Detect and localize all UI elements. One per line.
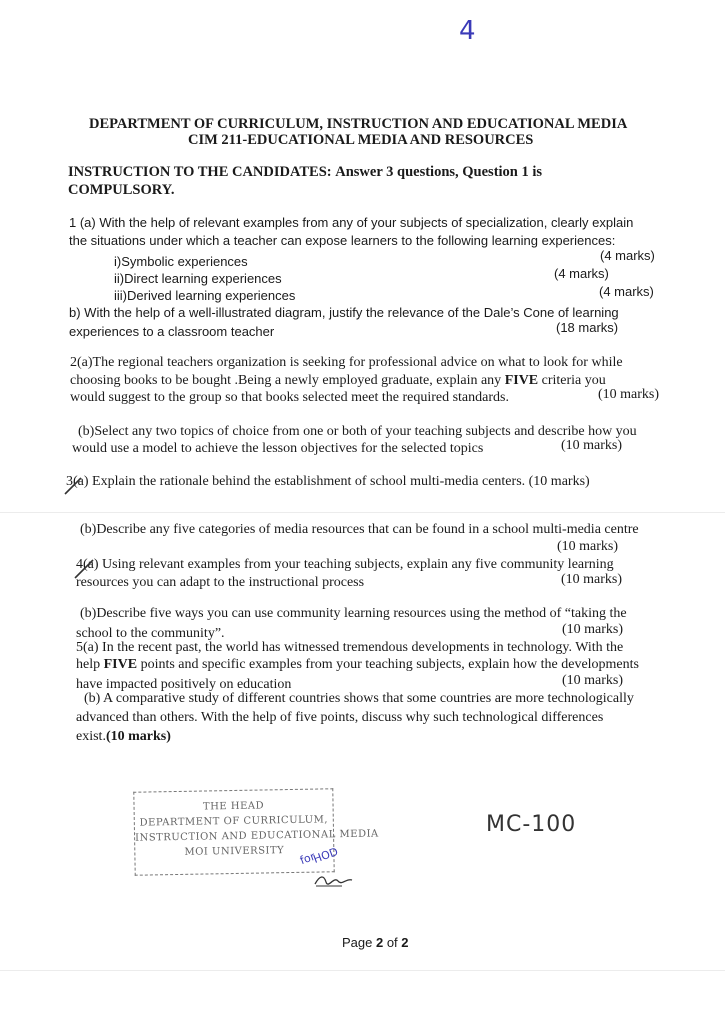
q4-b-line2: school to the community”. bbox=[76, 626, 225, 641]
tick-mark-q3 bbox=[62, 476, 84, 496]
page-footer bbox=[342, 935, 409, 950]
q2-a-line2-post: criteria you bbox=[538, 373, 606, 388]
q4-b-line1: (b)Describe five ways you can use community learning resources using the method of “taking the bbox=[80, 606, 627, 621]
q5-a-line2-bold: FIVE bbox=[103, 657, 138, 672]
q1-b-line2: experiences to a classroom teacher bbox=[69, 324, 275, 339]
q2-b-marks: (10 marks) bbox=[561, 438, 623, 453]
course-title: CIM 211-EDUCATIONAL MEDIA AND RESOURCES bbox=[188, 132, 534, 148]
q1-b-marks: (18 marks) bbox=[556, 320, 619, 335]
footer-prefix: Page bbox=[342, 935, 376, 950]
q5-a-line2 bbox=[76, 657, 639, 673]
footer-current-page: 2 bbox=[375, 935, 384, 950]
handwritten-note: MC-100 bbox=[486, 812, 577, 837]
q2-a-marks: (10 marks) bbox=[598, 387, 660, 402]
q4-b-marks: (10 marks) bbox=[562, 622, 624, 637]
stamp-line-university: MOI UNIVERSITY bbox=[184, 845, 285, 858]
q1-item-iii: iii)Derived learning experiences bbox=[114, 288, 296, 303]
q5-a-line2-post: points and specific examples from your teaching subjects, explain how the developments bbox=[137, 657, 639, 672]
q5-b-line2: advanced than others. With the help of five points, discuss why such technological differences bbox=[76, 710, 604, 725]
q1-item-ii-marks: (4 marks) bbox=[554, 266, 609, 281]
q4-a-marks: (10 marks) bbox=[561, 572, 623, 587]
footer-middle: of bbox=[383, 935, 402, 950]
q3-a: 3(a) Explain the rationale behind the establishment of school multi-media centers. (10 marks) bbox=[66, 474, 590, 489]
instructions-line bbox=[68, 164, 542, 181]
q5-a-line2-pre: help bbox=[76, 657, 104, 672]
q2-b-line1: (b)Select any two topics of choice from one or both of your teaching subjects and describe how you bbox=[78, 424, 637, 439]
q5-a-marks: (10 marks) bbox=[562, 673, 624, 688]
handwritten-stamp-note-for: for bbox=[298, 849, 317, 868]
q1-item-ii: ii)Direct learning experiences bbox=[114, 271, 282, 286]
instructions-compulsory: COMPULSORY. bbox=[68, 182, 175, 198]
q2-a-line3: would suggest to the group so that books selected meet the required standards. bbox=[70, 390, 509, 405]
q1-a-line2: the situations under which a teacher can expose learners to the following learning experiences: bbox=[69, 233, 616, 248]
instructions-text: Answer 3 questions, Question 1 is bbox=[335, 164, 543, 180]
q5-b-line3 bbox=[76, 729, 171, 745]
q5-a-line1: 5(a) In the recent past, the world has witnessed tremendous developments in technology. With the bbox=[76, 640, 624, 655]
handwritten-page-number: 4 bbox=[459, 16, 476, 46]
instructions-label: INSTRUCTION TO THE CANDIDATES: bbox=[68, 164, 332, 180]
q5-a-line3: have impacted positively on education bbox=[76, 677, 292, 692]
q1-item-i-marks: (4 marks) bbox=[600, 248, 655, 263]
department-title: DEPARTMENT OF CURRICULUM, INSTRUCTION AND EDUCATIONAL MEDIA bbox=[89, 116, 628, 132]
q2-a-line2-bold: FIVE bbox=[504, 373, 539, 388]
q1-item-i: i)Symbolic experiences bbox=[114, 254, 248, 269]
handwritten-stamp-note-hod: HOD bbox=[311, 845, 340, 866]
scan-divider bbox=[0, 512, 725, 513]
q1-a-line1: 1 (a) With the help of relevant examples from any of your subjects of specialization, clearly explain bbox=[69, 215, 634, 230]
q5-b-line1: (b) A comparative study of different countries shows that some countries are more technologically bbox=[84, 691, 634, 706]
q3-b: (b)Describe any five categories of media resources that can be found in a school multi-media centre bbox=[80, 522, 639, 537]
q4-a-line1: 4(a) Using relevant examples from your teaching subjects, explain any five community learning bbox=[76, 557, 614, 572]
q2-a-line2-pre: choosing books to be bought .Being a newly employed graduate, explain any bbox=[70, 373, 505, 388]
q2-a-line2 bbox=[70, 373, 606, 389]
q1-item-iii-marks: (4 marks) bbox=[599, 284, 654, 299]
q5-b-line3-bold: (10 marks) bbox=[105, 729, 171, 744]
handwritten-signature bbox=[312, 872, 354, 888]
stamp-line-head: THE HEAD bbox=[202, 800, 265, 813]
q2-b-line2: would use a model to achieve the lesson objectives for the selected topics bbox=[72, 441, 484, 456]
footer-total-pages: 2 bbox=[401, 935, 409, 950]
scan-bottom-line bbox=[0, 970, 725, 971]
stamp-line-instruction: INSTRUCTION AND EDUCATIONAL MEDIA bbox=[134, 828, 379, 844]
q4-a-line2: resources you can adapt to the instructional process bbox=[76, 575, 365, 590]
q5-b-line3-pre: exist. bbox=[76, 729, 106, 744]
q2-a-line1: 2(a)The regional teachers organization is seeking for professional advice on what to look for while bbox=[70, 355, 623, 370]
q1-b-line1: b) With the help of a well-illustrated diagram, justify the relevance of the Dale’s Cone of learning bbox=[69, 305, 619, 320]
stamp-line-department: DEPARTMENT OF CURRICULUM, bbox=[139, 814, 329, 829]
q3-b-marks: (10 marks) bbox=[557, 539, 619, 554]
